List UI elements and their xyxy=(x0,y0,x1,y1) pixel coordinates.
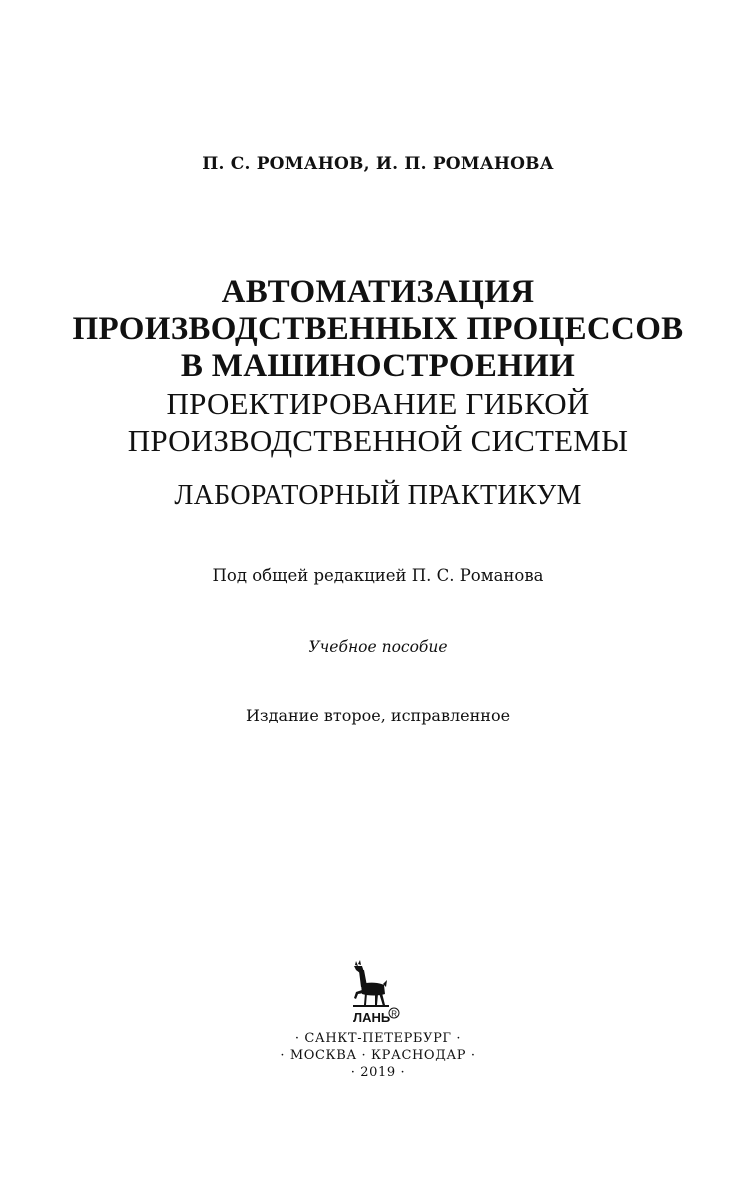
authors: П. С. РОМАНОВ, И. П. РОМАНОВА xyxy=(202,154,554,174)
deer-icon xyxy=(344,960,402,1028)
book-title-block xyxy=(0,274,756,459)
logo-wordmark: ЛАНЬ xyxy=(353,1010,391,1025)
title-line-2: ПРОИЗВОДСТВЕННЫХ ПРОЦЕССОВ xyxy=(72,311,684,347)
publisher-city-2: · МОСКВА · КРАСНОДАР · xyxy=(280,1048,476,1063)
publisher-city-1: · САНКТ-ПЕТЕРБУРГ · xyxy=(294,1031,462,1046)
publication-type: Учебное пособие xyxy=(308,638,448,656)
title-line-3: В МАШИНОСТРОЕНИИ xyxy=(180,348,576,384)
edition-line: Издание второе, исправленное xyxy=(245,706,511,725)
subtitle-line-1: ПРОЕКТИРОВАНИЕ ГИБКОЙ xyxy=(166,386,590,421)
publication-year: · 2019 · xyxy=(350,1065,406,1080)
svg-text:R: R xyxy=(391,1009,398,1019)
practicum-label: ЛАБОРАТОРНЫЙ ПРАКТИКУМ xyxy=(174,480,582,511)
title-line-1: АВТОМАТИЗАЦИЯ xyxy=(221,274,535,310)
publisher-logo xyxy=(344,960,402,1028)
subtitle-line-2: ПРОИЗВОДСТВЕННОЙ СИСТЕМЫ xyxy=(127,423,629,458)
editor-line: Под общей редакцией П. С. Романова xyxy=(212,566,544,585)
